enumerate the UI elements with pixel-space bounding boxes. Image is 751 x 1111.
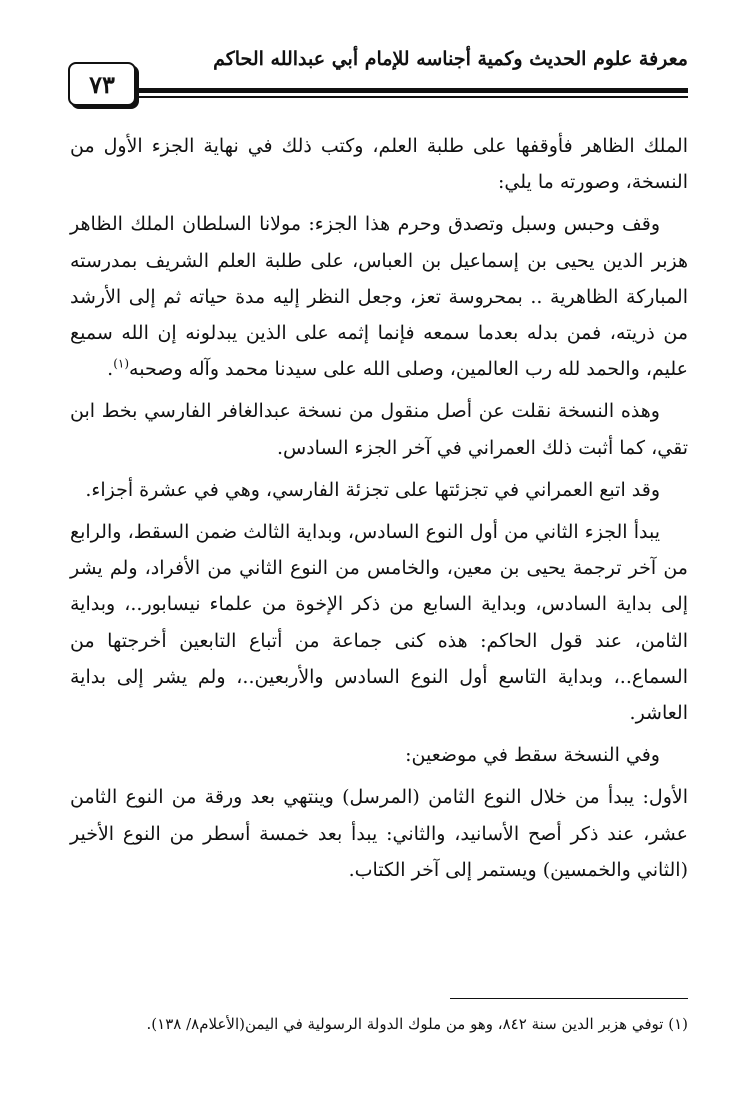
paragraph-4: وقد اتبع العمراني في تجزئتها على تجزئة الفارسي، وهي في عشرة أجزاء. [85, 478, 660, 501]
paragraph-1: الملك الظاهر فأوقفها على طلبة العلم، وكتب ذلك في نهاية الجزء الأول من النسخة، وصورته ما يلي: [70, 135, 688, 194]
paragraph-5: يبدأ الجزء الثاني من أول النوع السادس، وبداية الثالث ضمن السقط، والرابع من آخر ترجمة يحيى بن معين، والخامس من النوع الثاني من الأفراد، ولم يشر إلى بداية السادس، وبداية السابع من ذكر الإخوة من علماء نيسابور..، وبداية الثامن، عند قول الحاكم: هذه كنى جماعة من أتباع التابعين أخرجتها من السماع..، وبداية التاسع أول النوع السادس والأربعين..، ولم يشر إلى بداية العاشر. [70, 521, 688, 725]
paragraph-6: وفي النسخة سقط في موضعين: [405, 744, 660, 767]
footnote-separator [450, 998, 688, 999]
footnote-reference[interactable]: (١) [113, 356, 130, 371]
paragraph-3: وهذه النسخة نقلت عن أصل منقول من نسخة عبدالغافر الفارسي بخط ابن تقي، كما أثبت ذلك العمراني في آخر الجزء السادس. [70, 400, 688, 459]
paragraph-7: الأول: يبدأ من خلال النوع الثامن (المرسل) وينتهي بعد ورقة من النوع الثامن عشر، عند ذكر أصح الأسانيد، والثاني: يبدأ بعد خمسة أسطر من النوع الأخير (الثاني والخمسين) ويستمر إلى آخر الكتاب. [70, 786, 688, 881]
header-rule-thin [138, 96, 688, 98]
running-title: معرفة علوم الحديث وكمية أجناسه للإمام أبي عبدالله الحاكم [213, 48, 688, 70]
paragraph-2-text: وقف وحبس وسبل وتصدق وحرم هذا الجزء: مولانا السلطان الملك الظاهر هزبر الدين يحيى بن إسماعيل بن العباس، على طلبة العلم الشريف بمدرسته المباركة الظاهرية .. بمحروسة تعز، وجعل النظر إليه مدة حياته ثم إلى الأرشد من ذريته، فمن بدله بعدما سمعه فإنما إثمه على الذين يبدلونه إن الله سميع عليم، والحمد لله رب العالمين، وصلى الله على سيدنا محمد وآله وصحبه [70, 213, 688, 381]
page-number-box [68, 62, 136, 106]
footnote-1: (١) توفي هزبر الدين سنة ٨٤٢، وهو من ملوك الدولة الرسولية في اليمن(الأعلام٨/ ١٣٨). [146, 1015, 688, 1033]
paragraph-2-end: . [107, 358, 114, 381]
header-rule-thick [138, 88, 688, 93]
page-header [68, 40, 688, 108]
body-text [70, 128, 688, 894]
paragraph-2 [70, 206, 688, 387]
page-number: ٧٣ [89, 69, 115, 99]
